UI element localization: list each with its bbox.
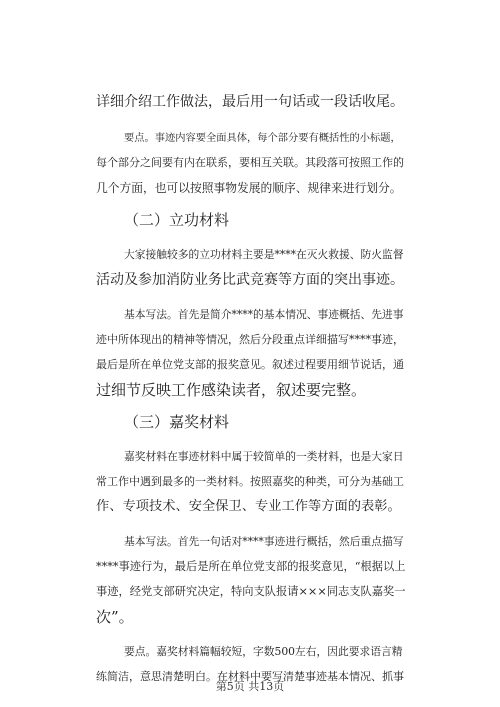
body-text-line: 练简洁，意思清楚明白。在材料中要写清楚事迹基本情况、抓事	[96, 670, 404, 683]
body-text-line: 基本写法。首先是简介****的基本情况、事迹概括、先进事	[124, 308, 404, 321]
body-text-line: 大家接触较多的立功材料主要是****在灭火救援、防火监督	[124, 248, 404, 261]
body-text-line: 要点。嘉奖材料篇幅较短，字数500左右，因此要求语言精	[124, 645, 403, 658]
body-text-line: 活动及参加消防业务比武竞赛等方面的突出事迹。	[96, 272, 404, 288]
body-text-line: 最后是所在单位党支部的报奖意见。叙述过程要用细节说话，通	[96, 358, 404, 371]
body-text-line: 常工作中遇到最多的一类材料。按照嘉奖的种类，可分为基础工	[96, 475, 404, 488]
section-heading: （三）嘉奖材料	[124, 413, 230, 431]
body-text-line: 次”。	[96, 608, 134, 626]
body-text-line: 作、专项技术、安全保卫、专业工作等方面的表彰。	[96, 499, 401, 514]
body-text-line: 要点。事迹内容要全面具体，每个部分要有概括性的小标题，	[124, 132, 401, 144]
page-number-footer: 第5页 共13页	[215, 680, 285, 693]
body-text-line: 迹中所体现出的精神等情况，然后分段重点详细描写****事迹，	[96, 333, 404, 346]
body-text-line: 每个部分之间要有内在联系，要相互关联。其段落可按照工作的	[96, 156, 404, 169]
body-text-line: 事迹，经党支部研究决定，特向支队报请×××同志支队嘉奖一	[96, 585, 406, 598]
body-text-line: 基本写法。首先一句话对****事迹进行概括，然后重点描写	[124, 535, 404, 548]
body-text-line: 几个方面，也可以按照事物发展的顺序、规律来进行划分。	[96, 181, 402, 195]
body-text-line: 详细介绍工作做法，最后用一句话或一段话收尾。	[96, 94, 404, 110]
body-text-line: ****事迹行为，最后是所在单位党支部的报奖意见，“根据以上	[96, 560, 406, 573]
body-text-line: 过细节反映工作感染读者，叙述要完整。	[96, 381, 367, 399]
body-text-line: 嘉奖材料在事迹材料中属于较简单的一类材料，也是大家日	[124, 450, 404, 463]
section-heading: （二）立功材料	[124, 211, 230, 229]
